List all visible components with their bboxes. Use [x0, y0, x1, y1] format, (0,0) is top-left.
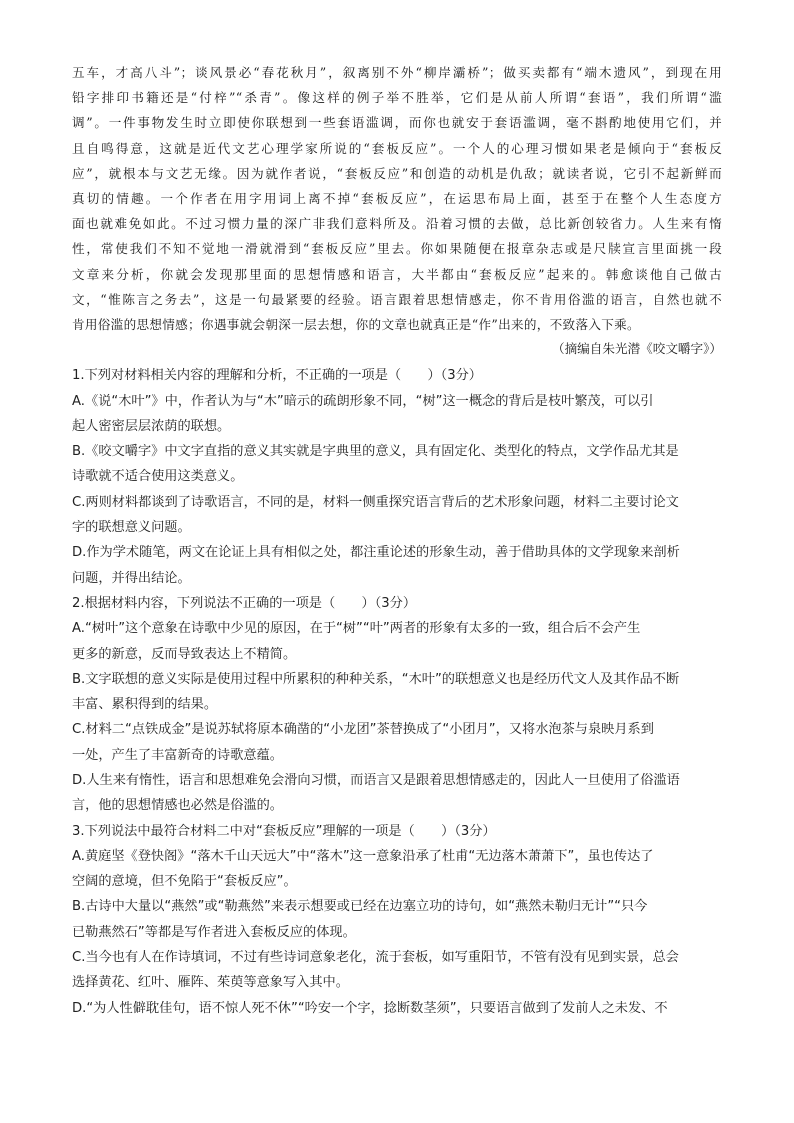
question-1	[72, 363, 722, 591]
option-line: A.黄庭坚《登快阁》“落木千山天远大”中“落木”这一意象沿承了杜甫“无边落木萧萧下”，虽也传达了	[72, 848, 654, 864]
option-line: 更多的新意，反而导致表达上不精简。	[72, 646, 297, 662]
option-line: B.文字联想的意义实际是使用过程中所累积的种种关系，“木叶”的联想意义也是经历代文人及其作品不断	[72, 671, 680, 687]
passage-source: （摘编自朱光潜《咬文嚼字》）	[551, 341, 722, 357]
passage-line: 面也就难免如此。不过习惯力量的深广非我们意料所及。沿着习惯的去做，总比新创较省力。人生来有惰	[72, 216, 722, 232]
passage-line: 应”，就根本与文艺无缘。因为就作者说，“套板反应”和创造的动机是仇敌；就读者说，它引不起新鲜而	[72, 165, 722, 181]
option-line: 言，他的思想情感也必然是俗滥的。	[72, 798, 283, 814]
option-line: C.两则材料都谈到了诗歌语言，不同的是，材料一侧重探究语言背后的艺术形象问题，材料二主要讨论文	[72, 494, 679, 510]
option-line: 丰富、累积得到的结果。	[72, 697, 218, 713]
option-line: 选择黄花、红叶、雁阵、茱萸等意象写入其中。	[72, 975, 349, 991]
option-line: 字的联想意义问题。	[72, 520, 191, 536]
question-2	[72, 591, 722, 819]
passage-line: 性，常使我们不知不觉地一滑就滑到“套板反应”里去。你如果随便在报章杂志或是尺牍宣言里面挑一段	[72, 241, 722, 257]
question-3	[72, 819, 722, 1021]
option-line: D.“为人性僻耽佳句，语不惊人死不休”“吟安一个字，捻断数茎须”，只要语言做到了发前人之未发、不	[72, 1000, 668, 1016]
option-line: B.古诗中大量以“燕然”或“勒燕然”来表示想要或已经在边塞立功的诗句，如“燕然未勒归无计”“只今	[72, 899, 648, 915]
passage-line: 文章来分析，你就会发现那里面的思想情感和语言，大半都由“套板反应”起来的。韩愈谈他自己做古	[72, 266, 722, 282]
passage-line: 文，“惟陈言之务去”，这是一句最紧要的经验。语言跟着思想情感走，你不肯用俗滥的语言，自然也就不	[72, 291, 722, 307]
option-line: 一处，产生了丰富新奇的诗歌意蕴。	[72, 747, 283, 763]
option-line: 诗歌就不适合使用这类意义。	[72, 469, 244, 485]
passage-line: 五车，才高八斗”；谈风景必“春花秋月”，叙离别不外“柳岸灞桥”；做买卖都有“端木遗风”，到现在用	[72, 65, 722, 80]
option-line: A.“树叶”这个意象在诗歌中少见的原因，在于“树”“叶”两者的形象有太多的一致，组合后不会产生	[72, 621, 641, 637]
passage-line: 肯用俗滥的思想情感；你遇事就会朝深一层去想，你的文章也就真正是“作”出来的，不致落入下乘。	[72, 317, 640, 333]
option-line: 问题，并得出结论。	[72, 570, 191, 586]
question-line: 3.下列说法中最符合材料二中对“套板反应”理解的一项是（ ）（3分）	[72, 823, 496, 839]
passage-line: 真切的情趣。一个作者在用字用词上离不掉“套板反应”，在运思布局上面，甚至于在整个人生态度方	[72, 191, 722, 207]
passage-line: 调”。一件事物发生时立即使你联想到一些套语滥调，而你也就安于套语滥调，毫不斟酌地使用它们，并	[72, 115, 722, 131]
question-line: 2.根据材料内容，下列说法不正确的一项是（ ）（3分）	[72, 595, 417, 611]
option-line: 起人密密层层浓荫的联想。	[72, 418, 231, 434]
option-line: 已勒燕然石”等都是写作者进入套板反应的体现。	[72, 924, 356, 940]
option-line: 空阔的意境，但不免陷于“套板反应”。	[72, 874, 297, 890]
option-line: A.《说“木叶”》中，作者认为与“木”暗示的疏朗形象不同，“树”这一概念的背后是枝叶繁茂，可以引	[72, 393, 654, 409]
passage-line: 且自鸣得意，这就是近代文艺心理学家所说的“套板反应”。一个人的心理习惯如果老是倾向于“套板反	[72, 140, 722, 156]
question-line: 1.下列对材料相关内容的理解和分析，不正确的一项是（ ）（3分）	[72, 368, 482, 384]
option-line: C.材料二“点铁成金”是说苏轼将原本确凿的“小龙团”茶替换成了“小团月”，又将水泡茶与泉映月系到	[72, 722, 654, 738]
option-line: C.当今也有人在作诗填词，不过有些诗词意象老化，流于套板，如写重阳节，不管有没有见到实景，总会	[72, 950, 679, 966]
option-line: D.作为学术随笔，两文在论证上具有相似之处，都注重论述的形象生动，善于借助具体的文学现象来剖析	[72, 545, 680, 561]
passage-line: 铅字排印书籍还是“付梓”“杀青”。像这样的例子举不胜举，它们是从前人所谓“套语”，我们所谓“滥	[72, 90, 722, 106]
option-line: D.人生来有惰性，语言和思想难免会滑向习惯，而语言又是跟着思想情感走的，因此人一旦使用了俗滥语	[72, 772, 680, 788]
passage-block	[72, 60, 722, 361]
passage-paragraph	[72, 60, 722, 337]
option-line: B.《咬文嚼字》中文字直指的意义其实就是字典里的意义，具有固定化、类型化的特点，文学作品尤其是	[72, 444, 679, 460]
